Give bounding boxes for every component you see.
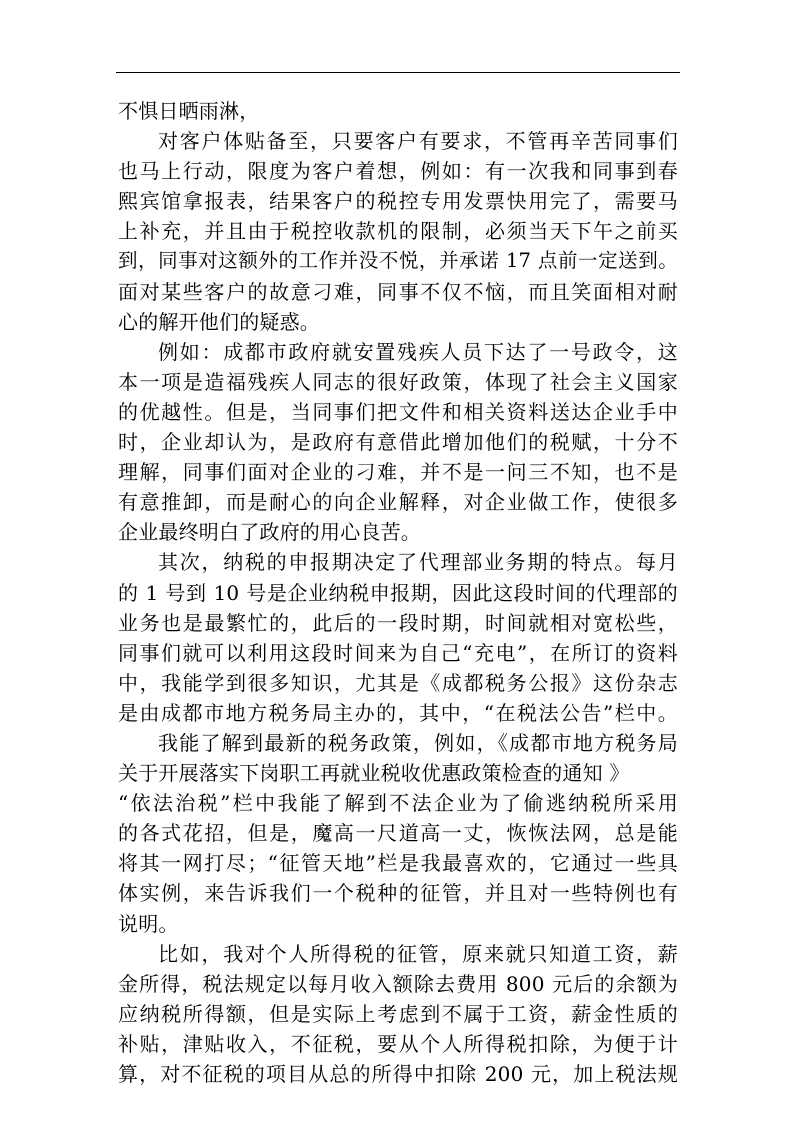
text-line: 企业最终明白了政府的用心良苦。 bbox=[118, 520, 421, 545]
text-line: 有意推卸，而是耐心的向企业解释，对企业做工作，使很多 bbox=[118, 490, 678, 515]
text-line: 的优越性。但是，当同事们把文件和相关资料送达企业手中 bbox=[118, 399, 678, 424]
text-line: 同事们就可以利用这段时间来为自己“充电”，在所订的资料 bbox=[118, 640, 678, 665]
text-line: 补贴，津贴收入，不征税，要从个人所得税扣除，为便于计 bbox=[118, 1031, 678, 1056]
text-line: 将其一网打尽；“征管天地”栏是我最喜欢的，它通过一些具 bbox=[118, 851, 678, 876]
text-line: 我能了解到最新的税务政策，例如，《成都市地方税务局 bbox=[158, 730, 678, 755]
text-line: 算，对不征税的项目从总的所得中扣除 200 元，加上税法规 bbox=[118, 1062, 678, 1086]
text-line: 也马上行动，限度为客户着想，例如：有一次我和同事到春 bbox=[118, 159, 678, 184]
text-line: 说明。 bbox=[118, 911, 179, 936]
text-line: 心的解开他们的疑惑。 bbox=[118, 309, 320, 334]
text-line: 金所得，税法规定以每月收入额除去费用 800 元后的余额为 bbox=[118, 971, 678, 996]
text-line: 关于开展落实下岗职工再就业税收优惠政策检查的通知 》 bbox=[118, 761, 630, 786]
text-line: “依法治税”栏中我能了解到不法企业为了偷逃纳税所采用 bbox=[118, 791, 678, 816]
text-line: 例如：成都市政府就安置残疾人员下达了一号政令，这 bbox=[158, 339, 678, 364]
text-line: 本一项是造福残疾人同志的很好政策，体现了社会主义国家 bbox=[118, 369, 678, 394]
text-line: 其次，纳税的申报期决定了代理部业务期的特点。每月 bbox=[158, 550, 678, 575]
text-line: 应纳税所得额，但是实际上考虑到不属于工资，薪金性质的 bbox=[118, 1001, 678, 1026]
text-line: 到，同事对这额外的工作并没不悦，并承诺 17 点前一定送到。 bbox=[118, 249, 678, 273]
text-line: 是由成都市地方税务局主办的，其中，“在税法公告”栏中。 bbox=[118, 700, 678, 725]
text-line: 的 1 号到 10 号是企业纳税申报期，因此这段时间的代理部的 bbox=[118, 580, 678, 605]
text-line: 业务也是最繁忙的，此后的一段时期，时间就相对宽松些， bbox=[118, 610, 678, 635]
text-line: 中，我能学到很多知识，尤其是《成都税务公报》这份杂志 bbox=[118, 670, 678, 695]
text-line: 上补充，并且由于税控收款机的限制，必须当天下午之前买 bbox=[118, 219, 678, 244]
document-body bbox=[118, 96, 678, 1089]
text-line: 面对某些客户的故意刁难，同事不仅不恼，而且笑面相对耐 bbox=[118, 279, 678, 304]
text-line: 的各式花招，但是，魔高一尺道高一丈，恢恢法网，总是能 bbox=[118, 821, 678, 846]
header-rule bbox=[116, 72, 680, 73]
text-line: 体实例，来告诉我们一个税种的征管，并且对一些特例也有 bbox=[118, 881, 678, 906]
text-line: 对客户体贴备至，只要客户有要求，不管再辛苦同事们 bbox=[158, 129, 678, 154]
text-line: 比如，我对个人所得税的征管，原来就只知道工资，薪 bbox=[158, 941, 678, 966]
text-line: 时，企业却认为，是政府有意借此增加他们的税赋，十分不 bbox=[118, 430, 678, 455]
text-line: 不惧日晒雨淋， bbox=[118, 99, 260, 123]
text-line: 熙宾馆拿报表，结果客户的税控专用发票快用完了，需要马 bbox=[118, 189, 678, 214]
text-line: 理解，同事们面对企业的刁难，并不是一问三不知，也不是 bbox=[118, 460, 678, 485]
